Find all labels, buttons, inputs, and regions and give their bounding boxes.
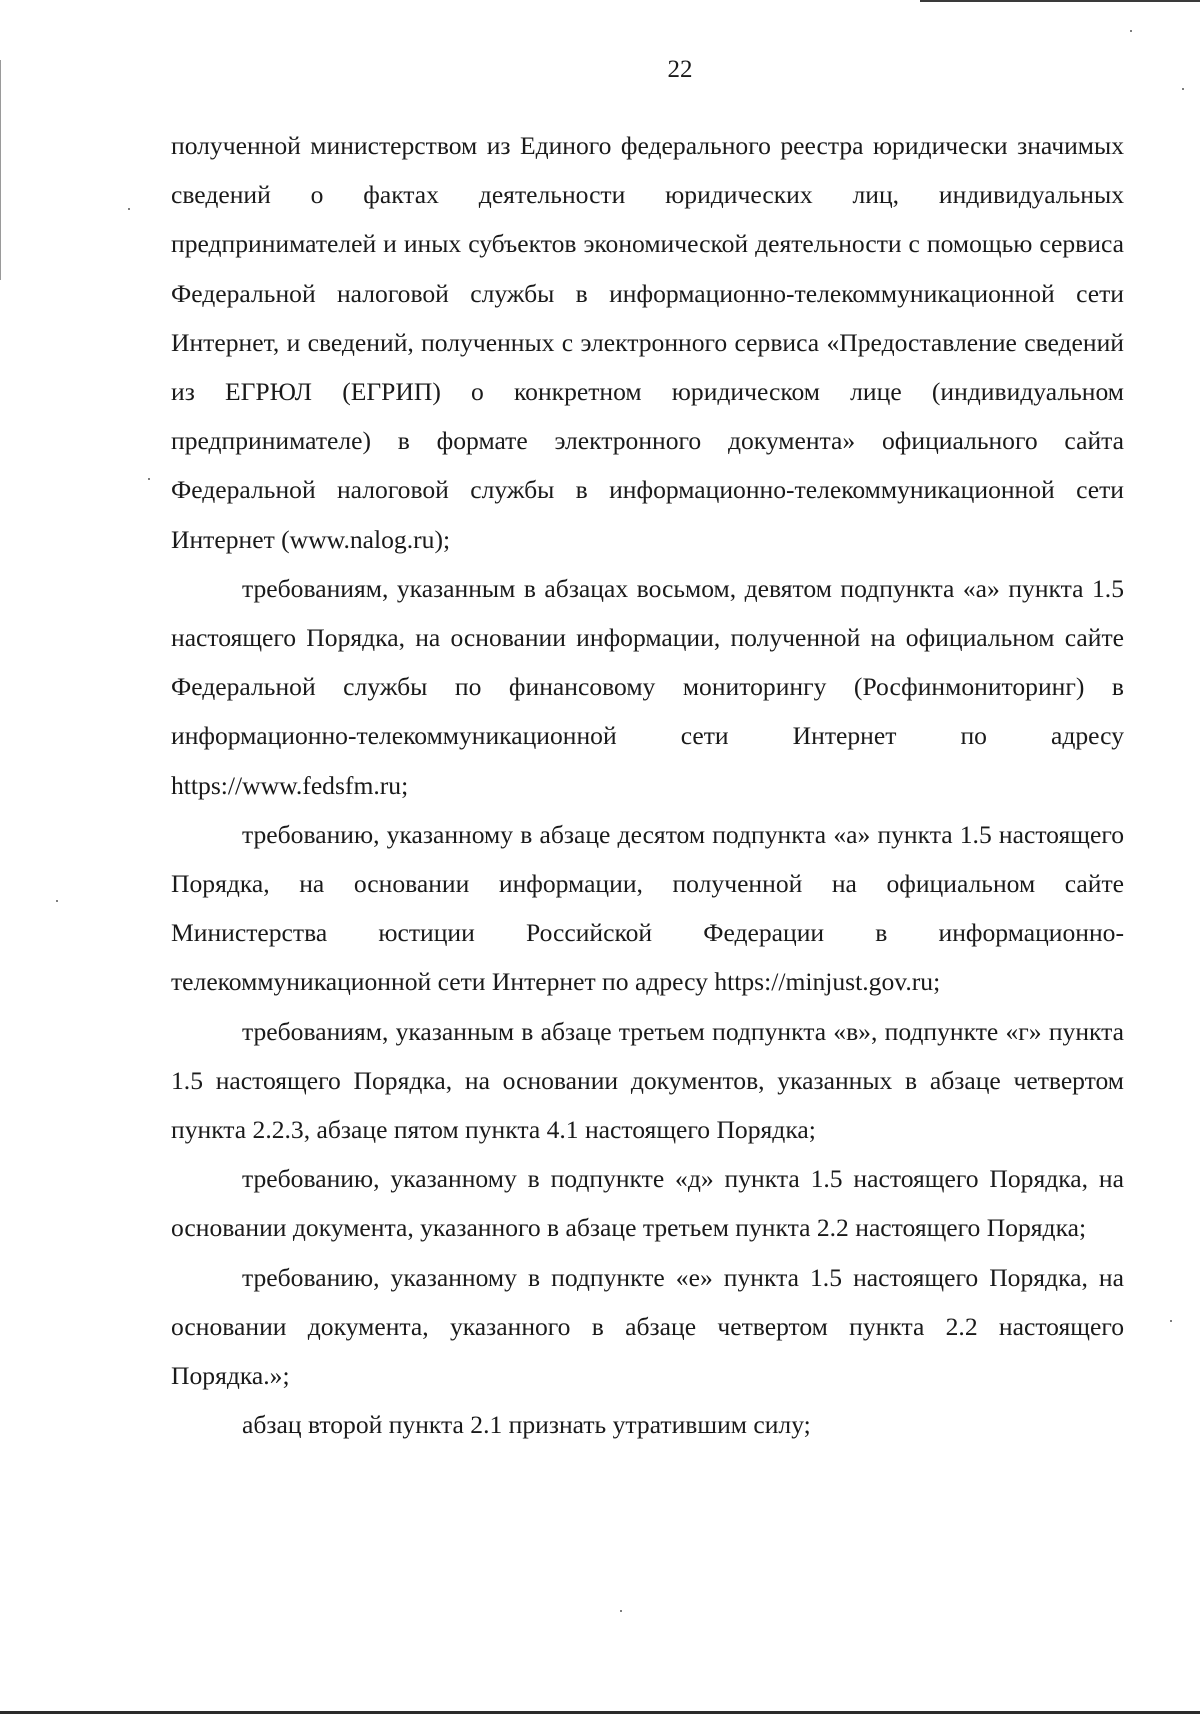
scan-speck	[56, 900, 58, 902]
paragraph-continuation: полученной министерством из Единого федерального реестра юридически значимых сведений о фактах деятельности юридических лиц, индивидуальных предпринимателей и иных субъектов экономической деятельности с помощью сервиса Федеральной налоговой службы в информационно-телекоммуникационной сети Интернет, и сведений, полученных с электронного сервиса «Предоставление сведений из ЕГРЮЛ (ЕГРИП) о конкретном юридическом лице (индивидуальном предпринимателе) в формате электронного документа» официального сайта Федеральной налоговой службы в информационно-телекоммуникационной сети Интернет (www.nalog.ru);	[171, 131, 1124, 554]
scan-edge-left	[0, 60, 1, 280]
scan-edge-top	[920, 0, 1200, 2]
paragraph-repeal: абзац второй пункта 2.1 признать утратившим силу;	[242, 1410, 811, 1440]
scan-speck	[1130, 30, 1132, 32]
scan-speck	[1170, 1320, 1172, 1322]
paragraph-minjust: требованию, указанному в абзаце десятом подпункта «а» пункта 1.5 настоящего Порядка, на основании информации, полученной на официальном сайте Министерства юстиции Российской Федерации в информационно-телекоммуникационной сети Интернет по адресу https://minjust.gov.ru;	[171, 819, 1124, 997]
scan-speck	[1182, 88, 1184, 90]
paragraph-subpoint-e: требованию, указанному в подпункте «е» пункта 1.5 настоящего Порядка, на основании документа, указанного в абзаце четвертом пункта 2.2 настоящего Порядка.»;	[171, 1262, 1124, 1391]
paragraph-subpoints-v-g: требованиям, указанным в абзаце третьем подпункта «в», подпункте «г» пункта 1.5 настоящего Порядка, на основании документов, указанных в абзаце четвертом пункта 2.2.3, абзаце пятом пункта 4.1 настоящего Порядка;	[171, 1016, 1124, 1145]
scan-speck	[128, 208, 130, 210]
scan-speck	[148, 478, 150, 480]
paragraph-subpoint-d: требованию, указанному в подпункте «д» пункта 1.5 настоящего Порядка, на основании документа, указанного в абзаце третьем пункта 2.2 настоящего Порядка;	[171, 1164, 1124, 1243]
page-number: 22	[667, 56, 693, 83]
scan-speck	[620, 1610, 622, 1612]
document-body	[171, 121, 1124, 1449]
paragraph-rosfinmonitoring: требованиям, указанным в абзацах восьмом, девятом подпункта «а» пункта 1.5 настоящего Порядка, на основании информации, полученной на официальном сайте Федеральной службы по финансовому мониторингу (Росфинмониторинг) в информационно-телекоммуникационной сети Интернет по адресу https://www.fedsfm.ru;	[171, 573, 1124, 800]
